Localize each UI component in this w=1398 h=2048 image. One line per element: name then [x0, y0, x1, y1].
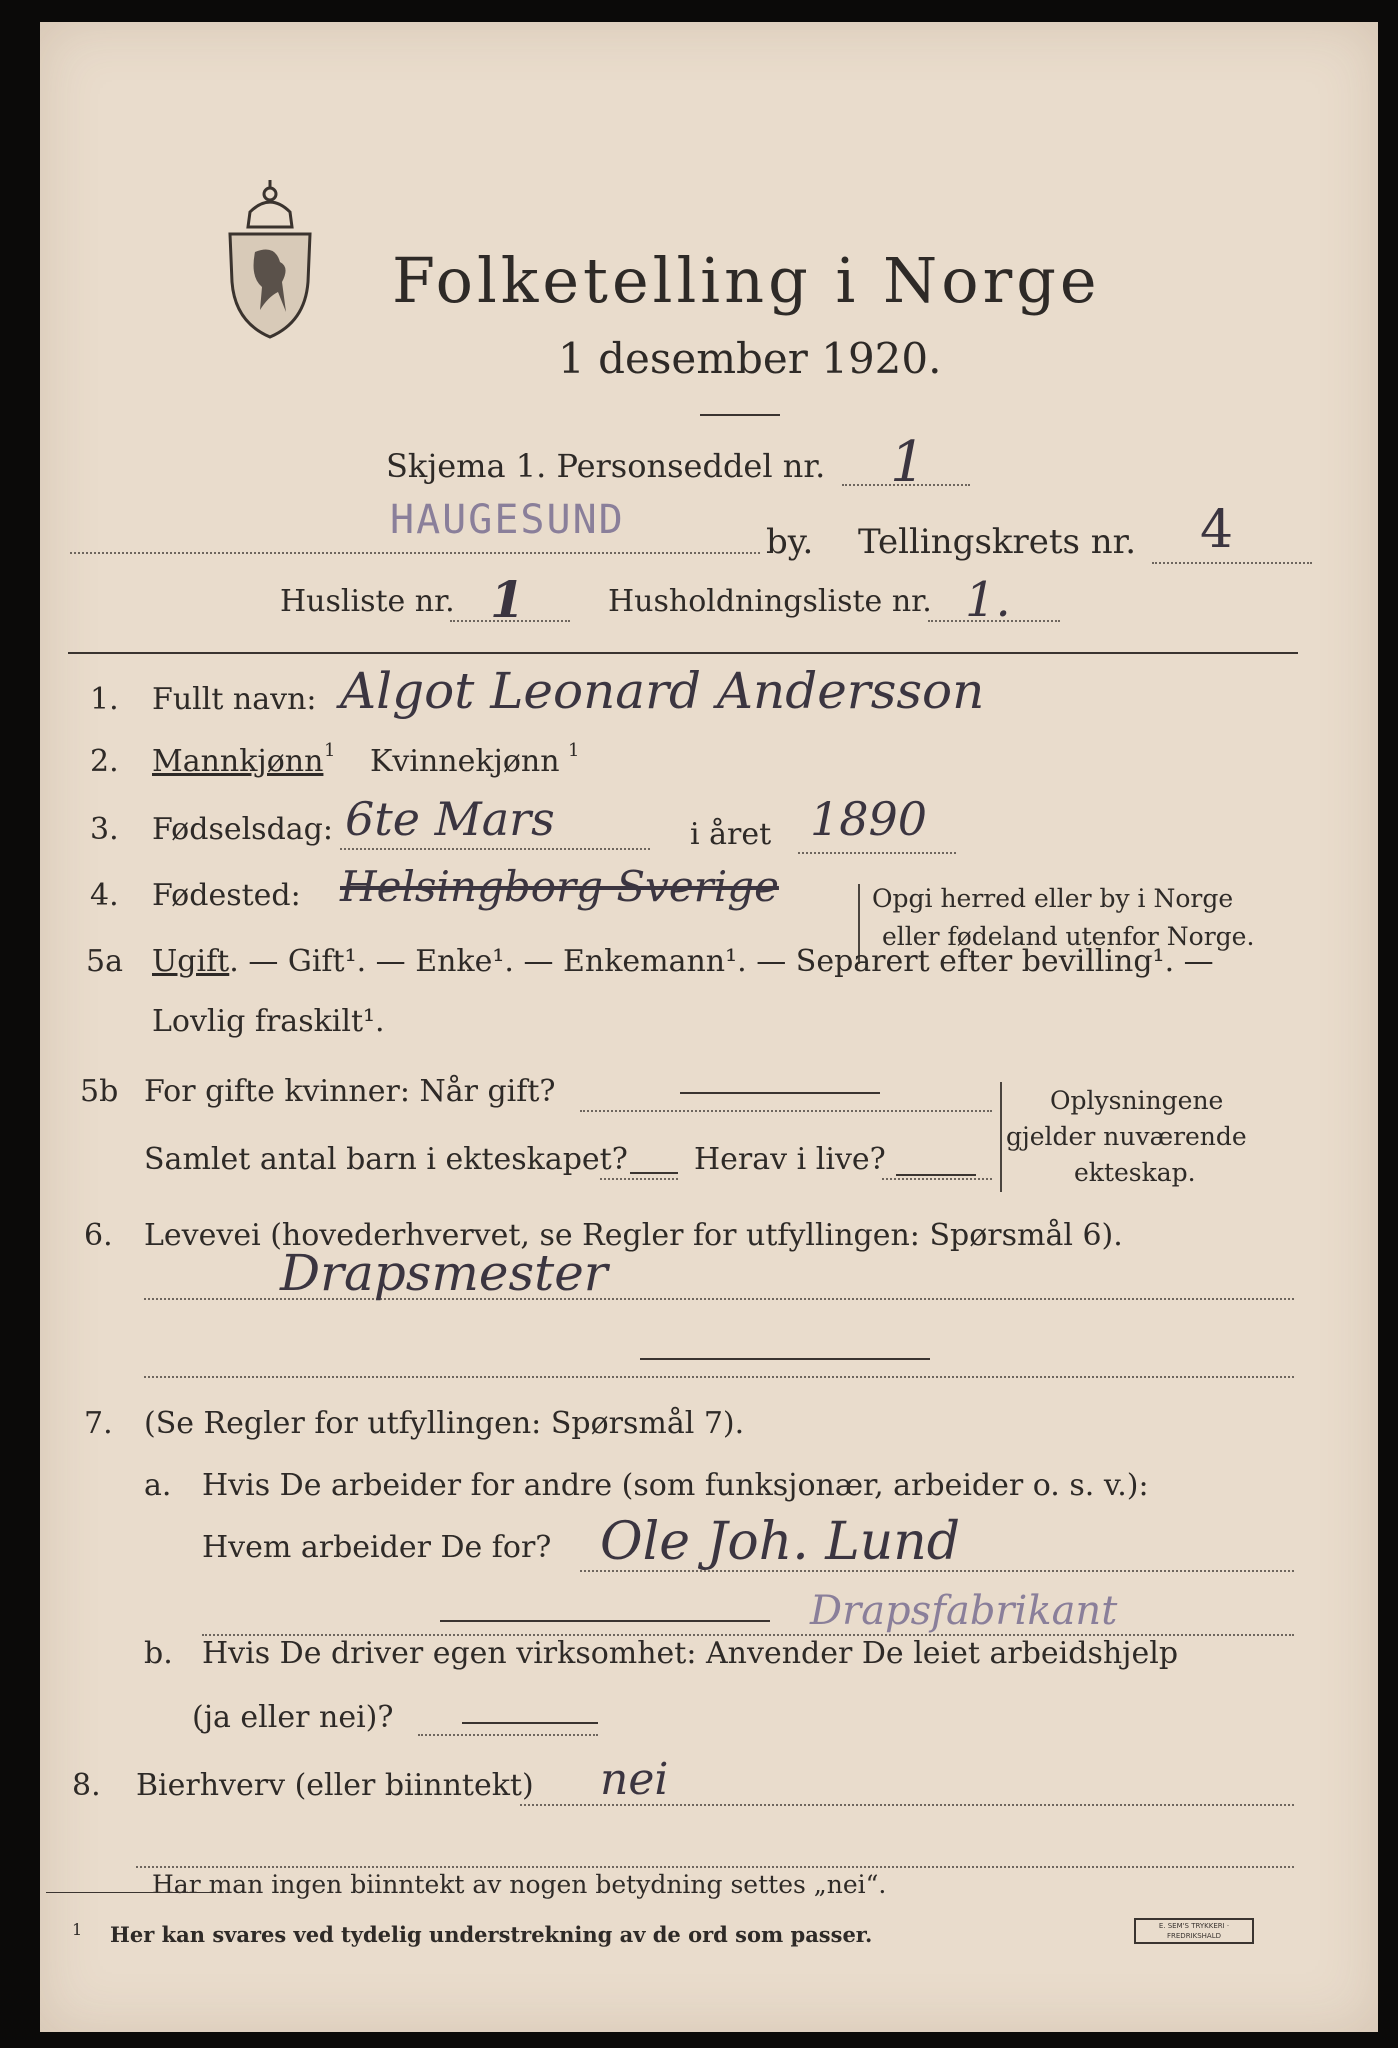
title-divider [700, 414, 780, 416]
form-title: Folketelling i Norge [392, 244, 1101, 317]
birthplace-note-2: eller fødeland utenfor Norge. [882, 922, 1255, 951]
marital-status-options[interactable] [152, 944, 1214, 979]
marital-ugift-option[interactable]: Ugift [152, 944, 230, 979]
q5b-label-1: For gifte kvinner: Når gift? [144, 1074, 556, 1109]
q4-label: Fødested: [152, 878, 301, 913]
q7-number: 7. [84, 1406, 113, 1441]
married-when-line [580, 1110, 992, 1112]
tellingskrets-value[interactable]: 4 [1200, 500, 1234, 560]
q5b-label-3: Herav i live? [694, 1142, 886, 1177]
footnote-mark: 1 [324, 740, 336, 761]
q7-label: (Se Regler for utfyllingen: Spørsmål 7). [144, 1406, 745, 1441]
full-name-value[interactable]: Algot Leonard Andersson [340, 662, 985, 720]
children-total-dash [630, 1172, 678, 1174]
side-income-line-2 [136, 1866, 1294, 1868]
q2-number: 2. [90, 744, 119, 779]
q5a-number: 5a [86, 944, 123, 979]
q7b-letter: b. [144, 1636, 173, 1671]
q3-number: 3. [90, 812, 119, 847]
skjema-label: Skjema 1. Personseddel nr. [386, 447, 826, 485]
q7a-label-1: Hvis De arbeider for andre (som funksjonær, arbeider o. s. v.): [202, 1468, 1149, 1503]
hired-help-dash [462, 1722, 598, 1724]
marital-other-options[interactable]: . — Gift¹. — Enke¹. — Enkemann¹. — Separert efter bevilling¹. — [229, 944, 1214, 979]
tellingskrets-label: Tellingskrets nr. [858, 522, 1137, 562]
q1-label: Fullt navn: [152, 682, 317, 717]
city-line [70, 552, 760, 554]
marital-status-line2[interactable]: Lovlig fraskilt¹. [152, 1004, 385, 1039]
birthplace-note-1: Opgi herred eller by i Norge [872, 884, 1234, 913]
gender-female-option[interactable]: Kvinnekjønn [370, 744, 560, 779]
q8-label: Bierhverv (eller biinntekt) [136, 1768, 534, 1803]
side-income-note: Har man ingen biinntekt av nogen betydning settes „nei“. [152, 1870, 887, 1899]
birthdate-value[interactable]: 6te Mars [345, 792, 555, 846]
occupation-dash [640, 1358, 930, 1360]
marriage-note-1: Oplysningene [1050, 1086, 1224, 1115]
husholdning-value[interactable]: 1. [965, 572, 1011, 628]
coat-of-arms-icon [220, 172, 320, 346]
employer-dash [440, 1620, 770, 1622]
header-rule [68, 652, 1298, 654]
husholdning-label: Husholdningsliste nr. [608, 584, 932, 619]
city-stamp: HAUGESUND [390, 497, 625, 543]
form-date: 1 desember 1920. [558, 334, 942, 383]
children-total-line [600, 1178, 678, 1180]
occupation-value[interactable]: Drapsmester [280, 1244, 608, 1302]
q6-label: Levevei (hovederhvervet, se Regler for utfyllingen: Spørsmål 6). [144, 1218, 1123, 1253]
side-income-value[interactable]: nei [600, 1754, 669, 1805]
census-form-sheet [40, 22, 1378, 2032]
personseddel-value[interactable]: 1 [890, 430, 926, 495]
marriage-note-brace [1000, 1082, 1002, 1192]
by-label: by. [766, 522, 814, 562]
marriage-note-2: gjelder nuværende [1006, 1122, 1247, 1151]
husliste-label: Husliste nr. [280, 584, 455, 619]
birthyear-line [798, 852, 956, 854]
marriage-note-3: ekteskap. [1074, 1158, 1196, 1187]
married-when-dash [680, 1092, 880, 1094]
footnote-mark: 1 [568, 740, 580, 761]
q1-number: 1. [90, 682, 119, 717]
tellingskrets-line [1152, 562, 1312, 564]
q6-number: 6. [84, 1218, 113, 1253]
q7a-label-2: Hvem arbeider De for? [202, 1530, 552, 1565]
employer-value[interactable]: Ole Joh. Lund [600, 1512, 961, 1572]
children-alive-dash [896, 1174, 976, 1176]
q5b-number: 5b [80, 1074, 119, 1109]
birthdate-line [340, 848, 650, 850]
birthyear-value[interactable]: 1890 [810, 792, 928, 846]
birthplace-value[interactable]: Helsingborg Sverige [340, 862, 779, 911]
q7b-label-1: Hvis De driver egen virksomhet: Anvender De leiet arbeidshjelp [202, 1636, 1179, 1671]
q4-number: 4. [90, 878, 119, 913]
printer-mark [1134, 1918, 1254, 1944]
printer-mark-text: E. SEM'S TRYKKERI · FREDRIKSHALD [1158, 1922, 1230, 1940]
q7a-letter: a. [144, 1468, 172, 1503]
hired-help-line [418, 1734, 598, 1736]
husliste-value[interactable]: 1 [490, 570, 525, 629]
q8-number: 8. [72, 1768, 101, 1803]
q3-year-label: i året [690, 817, 772, 852]
q7b-label-2: (ja eller nei)? [192, 1700, 394, 1735]
footnote-divider [46, 1892, 216, 1893]
occupation-line-2 [144, 1376, 1294, 1378]
children-alive-line [882, 1178, 992, 1180]
employer-value-2[interactable]: Drapsfabrikant [810, 1588, 1118, 1634]
gender-male-option[interactable]: Mannkjønn [152, 744, 324, 779]
q5b-label-2: Samlet antal barn i ekteskapet? [144, 1142, 628, 1177]
footnote-text: Her kan svares ved tydelig understrekning av de ord som passer. [110, 1922, 873, 1947]
q3-label: Fødselsdag: [152, 812, 333, 847]
footnote-marker: 1 [72, 1920, 83, 1939]
